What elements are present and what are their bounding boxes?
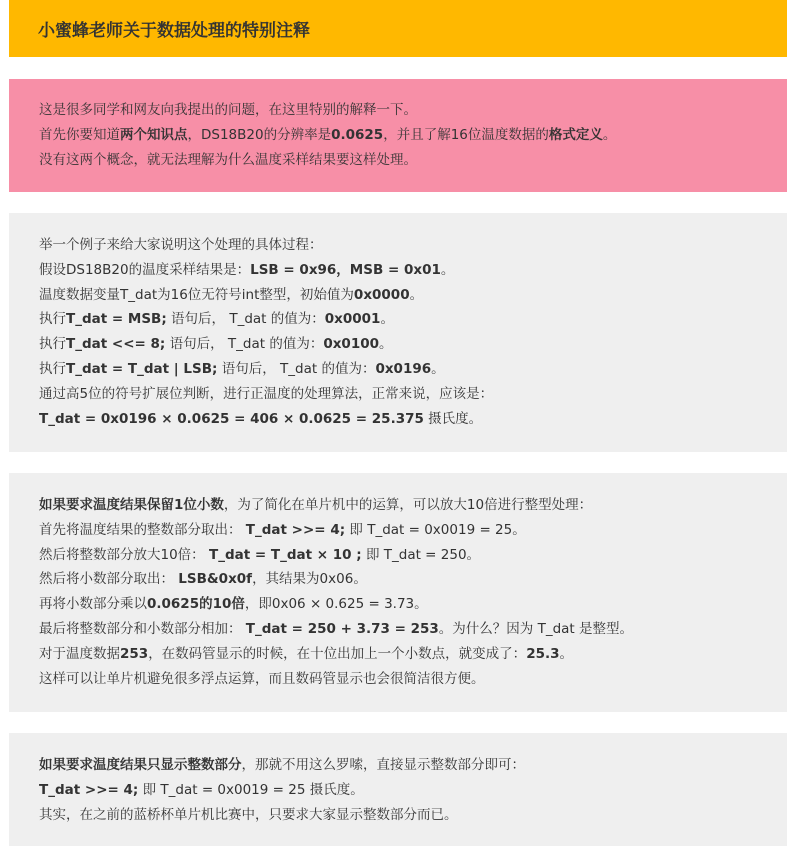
text: 。: [559, 645, 573, 662]
example-line: [39, 283, 767, 308]
text: 。: [379, 336, 393, 353]
bold-text: T_dat = MSB;: [66, 311, 167, 328]
example-line: [39, 382, 767, 407]
bold-text: 0x0100: [323, 336, 380, 353]
text: 执行: [39, 311, 66, 328]
text: 最后将整数部分和小数部分相加：: [39, 620, 246, 637]
text: 。为什么？因为 T_dat 是整型。: [438, 620, 634, 637]
bold-text: 如果要求温度结果保留1位小数: [39, 497, 224, 513]
text: 其实，在之前的蓝桥杯单片机比赛中，只要求大家显示整数部分而已。: [39, 806, 458, 823]
text: 执行: [39, 336, 66, 353]
text: 温度数据变量T_dat为16位无符号int整型，初始值为: [39, 286, 354, 303]
bold-text: 两个知识点: [120, 126, 188, 143]
text: 然后将小数部分取出：: [39, 571, 179, 588]
text: 没有这两个概念，就无法理解为什么温度采样结果要这样处理。: [39, 151, 417, 168]
intro-line: [39, 123, 767, 148]
text: 这样可以让单片机避免很多浮点运算，而且数码管显示也会很简洁很方便。: [39, 670, 485, 687]
text: 执行: [39, 360, 66, 377]
one-decimal-line: [39, 642, 767, 667]
bold-text: T_dat >>= 4;: [39, 781, 139, 798]
text: ，即0x06 × 0.625 = 3.73。: [244, 596, 428, 613]
bold-text: T_dat = 0x0196 × 0.0625 = 406 × 0.0625 = 25.375: [39, 410, 424, 427]
intro-line: [39, 98, 767, 123]
text: 假设DS18B20的温度采样结果是：: [39, 261, 251, 278]
text: 摄氏度。: [423, 410, 483, 427]
integer-box: [9, 733, 787, 846]
bold-text: T_dat = 250 + 3.73 = 253: [245, 620, 439, 637]
bold-text: LSB = 0x96，MSB = 0x01: [250, 261, 441, 278]
title-bar: [9, 0, 787, 57]
intro-box: [9, 79, 787, 192]
bold-text: 25.3: [526, 645, 560, 662]
text: 举一个例子来给大家说明这个处理的具体过程：: [39, 237, 323, 253]
text: 通过高5位的符号扩展位判断，进行正温度的处理算法，正常来说，应该是：: [39, 385, 494, 402]
example-line: [39, 307, 767, 332]
one-decimal-line: [39, 518, 767, 543]
bold-text: T_dat >>= 4;: [245, 521, 346, 538]
one-decimal-line: [39, 493, 767, 518]
bold-text: 格式定义: [548, 126, 603, 143]
one-decimal-line: [39, 667, 767, 692]
text: 首先你要知道: [39, 126, 120, 143]
text: 即 T_dat = 0x0019 = 25 摄氏度。: [138, 781, 364, 798]
integer-line: [39, 803, 767, 828]
one-decimal-line: [39, 592, 767, 617]
page-title: 小蜜蜂老师关于数据处理的特别注释: [38, 21, 310, 41]
text: ，为了简化在单片机中的运算，可以放大10倍进行整型处理：: [223, 497, 593, 513]
integer-line: [39, 778, 767, 803]
text: 语句后， T_dat 的值为：: [217, 360, 376, 377]
text: 首先将温度结果的整数部分取出：: [39, 521, 246, 538]
text: 。: [602, 126, 617, 143]
example-box: [9, 213, 787, 452]
one-decimal-line: [39, 567, 767, 592]
example-line: [39, 332, 767, 357]
text: ，那就不用这么罗嗦，直接显示整数部分即可：: [241, 757, 525, 773]
bold-text: 253: [120, 645, 149, 662]
one-decimal-line: [39, 617, 767, 642]
one-decimal-box: [9, 473, 787, 712]
bold-text: T_dat <<= 8;: [66, 336, 166, 353]
text: 这是很多同学和网友向我提出的问题，在这里特别的解释一下。: [39, 102, 417, 118]
bold-text: T_dat = T_dat × 10 ;: [208, 546, 362, 563]
text: 。: [431, 360, 445, 377]
text: 。: [409, 286, 424, 303]
integer-line: [39, 753, 767, 778]
example-line: [39, 258, 767, 283]
one-decimal-line: [39, 543, 767, 568]
text: 即 T_dat = 0x0019 = 25。: [345, 521, 526, 538]
intro-line: [39, 148, 767, 173]
bold-text: 如果要求温度结果只显示整数部分: [39, 757, 242, 773]
example-line: [39, 407, 767, 432]
bold-text: 0x0196: [375, 360, 432, 377]
text: ，DS18B20的分辨率是: [187, 126, 332, 143]
bold-text: 0.0625: [331, 126, 384, 143]
bold-text: LSB&0x0f: [178, 571, 253, 588]
bold-text: 0x0001: [324, 311, 381, 328]
text: ，在数码管显示的时候，在十位出加上一个小数点，就变成了：: [148, 645, 527, 662]
text: 语句后， T_dat 的值为：: [165, 336, 324, 353]
text: 对于温度数据: [39, 645, 120, 662]
example-line: [39, 233, 767, 258]
text: 。: [380, 311, 394, 328]
text: 再将小数部分乘以: [39, 596, 147, 613]
example-line: [39, 357, 767, 382]
bold-text: 0.0625的10倍: [147, 596, 245, 613]
text: 然后将整数部分放大10倍：: [39, 546, 209, 563]
text: 。: [440, 261, 455, 278]
text: 语句后， T_dat 的值为：: [166, 311, 325, 328]
bold-text: T_dat = T_dat | LSB;: [66, 360, 218, 377]
text: ，并且了解16位温度数据的: [383, 126, 549, 143]
text: 即 T_dat = 250。: [361, 546, 481, 563]
text: ，其结果为0x06。: [252, 571, 367, 588]
bold-text: 0x0000: [353, 286, 410, 303]
